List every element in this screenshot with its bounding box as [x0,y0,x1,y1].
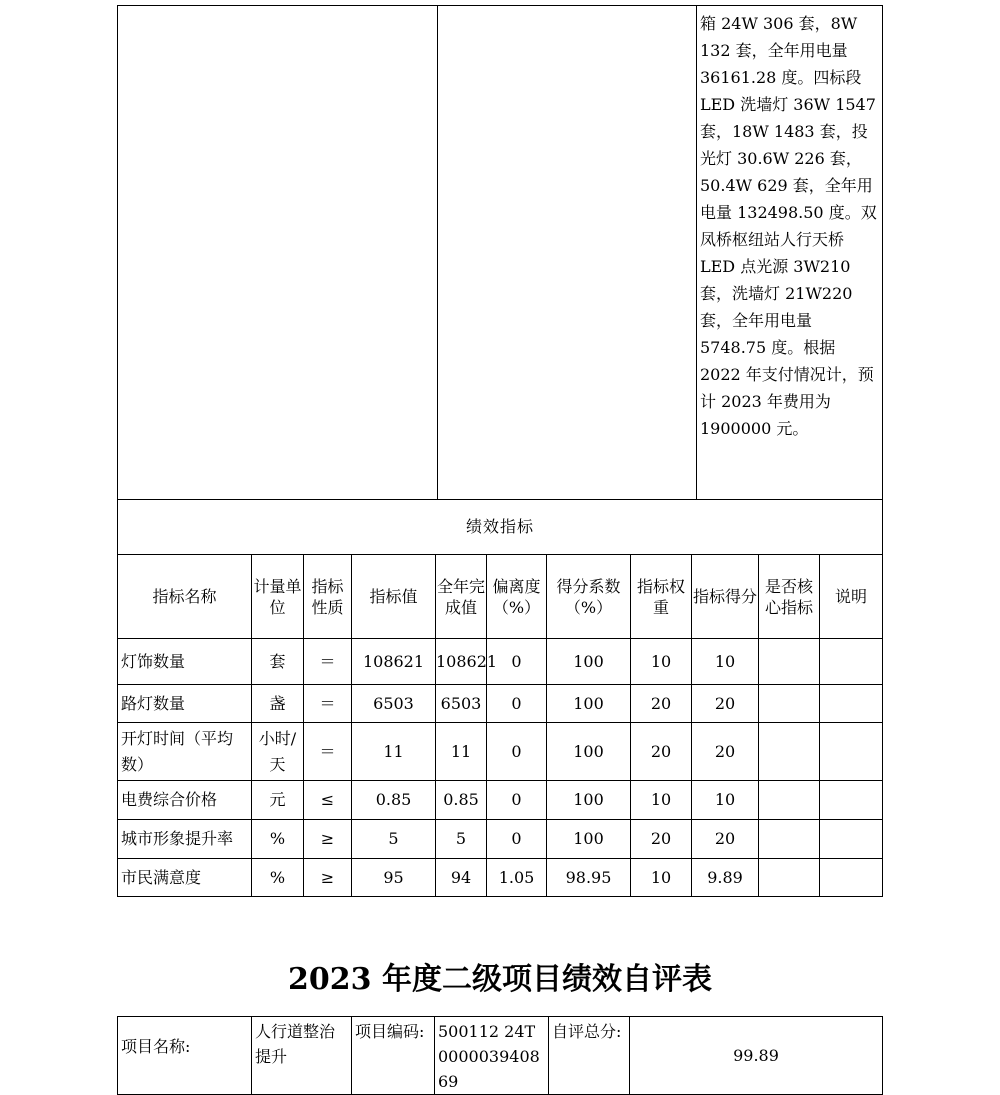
row-unit: % [252,820,304,859]
row-note [820,723,883,781]
project-info-table [117,1016,883,1095]
row-target: 108621 [352,639,436,685]
table-row [118,723,883,781]
row-nature: ≥ [304,859,352,897]
row-weight: 20 [631,723,692,781]
header-deviation: 偏离度（%） [487,555,547,639]
header-score: 指标得分 [692,555,759,639]
project-detail-table [117,5,883,500]
row-score: 20 [692,685,759,723]
performance-indicator-table [117,499,883,897]
row-core [759,639,820,685]
project-code-value: 500112 24T000003940869 [435,1017,549,1095]
row-name: 电费综合价格 [118,781,252,820]
row-actual: 6503 [436,685,487,723]
row-coefficient: 100 [547,685,631,723]
row-deviation: 0 [487,639,547,685]
project-code-label: 项目编码: [352,1017,435,1095]
row-core [759,723,820,781]
self-score-label: 自评总分: [549,1017,630,1095]
row-nature: ＝ [304,639,352,685]
empty-cell-1 [118,6,438,500]
row-name: 路灯数量 [118,685,252,723]
row-actual: 108621 [436,639,487,685]
row-unit: 元 [252,781,304,820]
row-unit: 盏 [252,685,304,723]
row-weight: 20 [631,820,692,859]
header-weight: 指标权重 [631,555,692,639]
project-name-label: 项目名称: [118,1017,252,1095]
row-actual: 0.85 [436,781,487,820]
row-unit: 小时/天 [252,723,304,781]
row-weight: 20 [631,685,692,723]
row-coefficient: 100 [547,723,631,781]
row-core [759,781,820,820]
row-unit: % [252,859,304,897]
table-row [118,685,883,723]
row-core [759,820,820,859]
row-deviation: 0 [487,723,547,781]
row-deviation: 0 [487,781,547,820]
row-score: 10 [692,639,759,685]
table-row [118,639,883,685]
row-target: 11 [352,723,436,781]
table-row [118,781,883,820]
row-actual: 11 [436,723,487,781]
row-nature: ＝ [304,685,352,723]
row-weight: 10 [631,859,692,897]
description-text: 箱 24W 306 套，8W 132 套，全年用电量 36161.28 度。四标段 LED 洗墙灯 36W 1547 套，18W 1483 套，投光灯 30.6W 226 套，50.4W 629 套，全年用电量 132498.50 度。双凤桥枢纽站人行天桥 LED 点光源 3W210 套，洗墙灯 21W220 套，全年用电量 5748.75 度。根据 2022 年支付情况计，预计 2023 年费用为 1900000 元。 [697,6,883,500]
row-nature: ≥ [304,820,352,859]
header-indicator-name: 指标名称 [118,555,252,639]
performance-section-title: 绩效指标 [118,500,883,555]
row-target: 6503 [352,685,436,723]
row-deviation: 1.05 [487,859,547,897]
row-score: 20 [692,723,759,781]
row-actual: 5 [436,820,487,859]
row-score: 20 [692,820,759,859]
row-nature: ＝ [304,723,352,781]
row-note [820,820,883,859]
project-name-value: 人行道整治提升 [252,1017,352,1095]
header-score-coefficient: 得分系数（%） [547,555,631,639]
row-core [759,685,820,723]
header-core-indicator: 是否核心指标 [759,555,820,639]
row-note [820,859,883,897]
header-note: 说明 [820,555,883,639]
row-name: 灯饰数量 [118,639,252,685]
row-score: 9.89 [692,859,759,897]
row-coefficient: 100 [547,820,631,859]
header-target-value: 指标值 [352,555,436,639]
header-actual-value: 全年完成值 [436,555,487,639]
row-nature: ≤ [304,781,352,820]
row-name: 开灯时间（平均数） [118,723,252,781]
row-note [820,685,883,723]
row-note [820,639,883,685]
empty-cell-2 [438,6,697,500]
row-target: 5 [352,820,436,859]
row-note [820,781,883,820]
row-unit: 套 [252,639,304,685]
row-core [759,859,820,897]
row-target: 0.85 [352,781,436,820]
row-coefficient: 98.95 [547,859,631,897]
row-deviation: 0 [487,820,547,859]
self-score-value: 99.89 [630,1017,883,1095]
row-coefficient: 100 [547,781,631,820]
table-row [118,859,883,897]
row-weight: 10 [631,639,692,685]
header-unit: 计量单位 [252,555,304,639]
header-nature: 指标性质 [304,555,352,639]
row-weight: 10 [631,781,692,820]
row-coefficient: 100 [547,639,631,685]
row-name: 城市形象提升率 [118,820,252,859]
table-row [118,820,883,859]
row-score: 10 [692,781,759,820]
row-target: 95 [352,859,436,897]
row-name: 市民满意度 [118,859,252,897]
row-deviation: 0 [487,685,547,723]
row-actual: 94 [436,859,487,897]
document-title: 2023 年度二级项目绩效自评表 [288,962,712,997]
